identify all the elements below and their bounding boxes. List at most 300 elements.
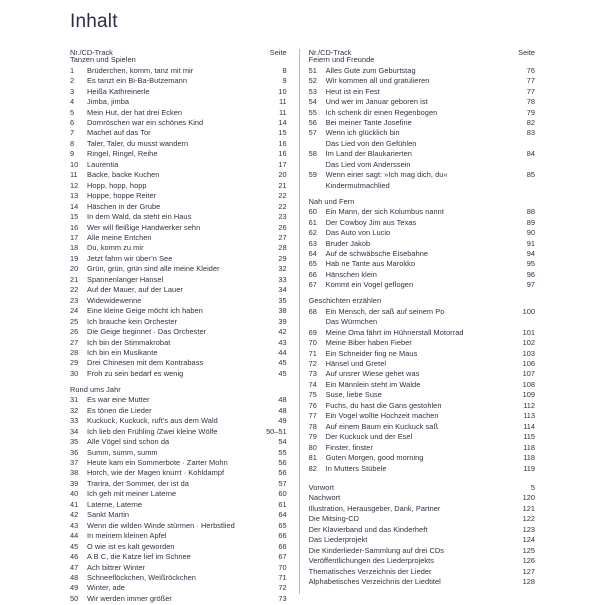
entry-page-number: 42 xyxy=(278,327,287,337)
entry-title: Ringel, Ringel, Reihe xyxy=(87,149,158,159)
entry-title: Wir kommen all und gratulieren xyxy=(325,76,430,86)
entry-title: Froh zu sein bedarf es wenig xyxy=(87,368,184,378)
entry-page-number: 101 xyxy=(522,327,535,337)
entry-title: Ich bin ein Musikante xyxy=(87,347,158,357)
entry-page-number: 124 xyxy=(522,535,535,545)
entry-number: 58 xyxy=(308,149,317,159)
entry-number: 76 xyxy=(308,400,317,410)
entry-number: 75 xyxy=(308,390,317,400)
entry-page-number: 5 xyxy=(530,482,535,492)
entry-page-number: 22 xyxy=(278,201,287,211)
entry-page-number: 11 xyxy=(278,97,287,107)
entry-title: Es tanzt ein Bi-Ba-Butzemann xyxy=(87,76,187,86)
entry-page-number: 49 xyxy=(278,416,287,426)
entry-title: Heut ist ein Fest xyxy=(325,86,380,96)
entry-title: Guten Morgen, good morning xyxy=(325,453,424,463)
entry-page-number: 9 xyxy=(282,76,287,86)
entry-page-number: 118 xyxy=(523,453,535,463)
toc-section-header xyxy=(70,380,287,396)
entry-title: Kindermutmachlied xyxy=(325,180,390,190)
entry-number: 16 xyxy=(70,222,79,232)
entry-title: Alle meine Entchen xyxy=(87,233,152,242)
entry-page-number: 83 xyxy=(526,128,535,138)
entry-title: Taler, Taler, du musst wandern xyxy=(87,138,189,148)
entry-page-number: 57 xyxy=(278,478,287,488)
entry-number: 71 xyxy=(308,348,317,358)
entry-title: Nachwort xyxy=(308,493,341,503)
entry-number: 40 xyxy=(70,489,79,499)
entry-number: 42 xyxy=(70,510,79,520)
entry-page-number: 72 xyxy=(278,583,287,593)
entry-page-number: 27 xyxy=(278,233,287,242)
entry-page-number: 60 xyxy=(278,489,287,499)
entry-title: Schneeflöckchen, Weißröckchen xyxy=(87,573,196,582)
entry-page-number: 91 xyxy=(526,238,535,248)
entry-title: Heute kam ein Sommerbote · Zarter Mohn xyxy=(87,458,228,468)
entry-number: 78 xyxy=(308,421,317,431)
entry-title: Ein Mann, der sich Kolumbus nannt xyxy=(325,207,444,217)
entry-page-number: 123 xyxy=(522,524,535,534)
entry-title: Heißa Kathreinerle xyxy=(87,86,150,96)
toc-body-right xyxy=(309,49,535,589)
entry-number: 21 xyxy=(70,274,79,284)
entry-title: Dornröschen war ein schönes Kind xyxy=(87,118,204,128)
entry-title: Ein Schneider fing ne Maus xyxy=(325,348,418,358)
entry-title: Das Würmchen xyxy=(325,317,378,327)
entry-page-number: 79 xyxy=(526,107,535,117)
entry-page-number: 55 xyxy=(278,447,287,457)
entry-title: Hänschen klein xyxy=(325,269,377,279)
entry-page-number: 119 xyxy=(523,463,535,473)
entry-title: Brüderchen, komm, tanz mit mir xyxy=(87,65,194,75)
entry-number: 35 xyxy=(70,437,79,447)
entry-number: 43 xyxy=(70,520,79,530)
entry-number: 29 xyxy=(70,358,79,368)
entry-page-number: 56 xyxy=(278,468,287,478)
entry-title: In Mutters Stübele xyxy=(325,463,387,473)
entry-title: Bei meiner Tante Josefine xyxy=(325,118,412,128)
entry-page-number: 113 xyxy=(523,411,535,421)
entry-number: 54 xyxy=(308,97,317,107)
entry-page-number: 73 xyxy=(278,593,287,603)
entry-number: 70 xyxy=(308,338,317,348)
column-header-track: Nr./CD-Track xyxy=(70,47,113,57)
entry-number: 77 xyxy=(308,411,317,421)
entry-title: Drei Chinesen mit dem Kontrabass xyxy=(87,358,204,368)
entry-page-number: 122 xyxy=(522,514,535,524)
entry-page-number: 45 xyxy=(278,368,287,378)
entry-page-number: 34 xyxy=(278,285,287,295)
toc-entry-row[interactable] xyxy=(309,229,535,239)
entry-title: Auf der Mauer, auf der Lauer xyxy=(87,285,183,295)
entry-number: 62 xyxy=(308,228,317,238)
entry-title: A B C, die Katze lief im Schnee xyxy=(87,552,191,562)
entry-page-number: 61 xyxy=(278,499,287,509)
entry-title: Laurentia xyxy=(87,159,119,169)
entry-number: 69 xyxy=(308,327,317,337)
entry-page-number: 28 xyxy=(278,243,287,253)
entry-number: 36 xyxy=(70,447,79,457)
entry-number: 7 xyxy=(70,128,75,138)
entry-page-number: 8 xyxy=(282,65,287,75)
entry-number: 68 xyxy=(308,306,317,316)
entry-page-number: 89 xyxy=(526,217,535,227)
entry-title: Der Klavierband und das Kinderheft xyxy=(308,524,428,534)
entry-page-number: 16 xyxy=(278,149,287,159)
toc-entry-row[interactable] xyxy=(309,465,535,475)
entry-page-number: 20 xyxy=(278,170,287,180)
entry-page-number: 109 xyxy=(522,390,535,400)
entry-number: 56 xyxy=(308,118,317,128)
entry-title: O wie ist es kalt geworden xyxy=(87,541,175,551)
toc-entry-row[interactable] xyxy=(70,328,287,338)
entry-page-number: 84 xyxy=(526,149,535,159)
column-header-page: Seite xyxy=(269,47,287,57)
entry-page-number: 10 xyxy=(278,86,287,96)
entry-number: 24 xyxy=(70,306,79,316)
entry-number: 73 xyxy=(308,369,317,379)
entry-number: 27 xyxy=(70,337,79,347)
entry-number: 66 xyxy=(308,269,317,279)
toc-table-right xyxy=(309,49,535,589)
entry-page-number: 106 xyxy=(522,358,535,368)
entry-page-number: 126 xyxy=(522,556,535,566)
entry-number: 64 xyxy=(308,248,317,258)
toc-entry-row[interactable] xyxy=(309,454,535,464)
entry-number: 57 xyxy=(308,128,317,138)
entry-page-number: 32 xyxy=(278,264,287,274)
entry-number: 82 xyxy=(308,463,317,473)
entry-page-number: 120 xyxy=(522,493,535,503)
entry-title: Im Land der Blaukarierten xyxy=(325,149,412,159)
entry-page-number: 29 xyxy=(278,253,287,263)
toc-column-left xyxy=(70,49,295,605)
entry-title: Horch, wie der Magen knurrt · Kohldampf xyxy=(87,468,225,478)
entry-number: 44 xyxy=(70,531,79,541)
entry-page-number: 38 xyxy=(278,306,287,316)
entry-title: Summ, summ, summ xyxy=(87,447,158,457)
entry-page-number: 115 xyxy=(523,432,535,442)
entry-page-number: 66 xyxy=(278,531,287,541)
entry-page-number: 50–51 xyxy=(266,426,287,436)
entry-title: Fuchs, du hast die Gans gestohlen xyxy=(325,400,442,410)
entry-page-number: 114 xyxy=(523,421,535,431)
entry-title: Ach bittrer Winter xyxy=(87,562,145,572)
entry-page-number: 56 xyxy=(278,458,287,468)
entry-page-number: 16 xyxy=(278,138,287,148)
entry-title: Und wer im Januar geboren ist xyxy=(325,97,428,107)
entry-title: Kommt ein Vogel geflogen xyxy=(325,280,414,290)
column-header-page: Seite xyxy=(518,47,535,57)
entry-page-number: 100 xyxy=(522,306,535,316)
entry-page-number: 39 xyxy=(278,316,287,326)
entry-page-number: 17 xyxy=(278,159,287,169)
entry-title: Jetzt fahrn wir über’n See xyxy=(87,253,173,263)
entry-number: 10 xyxy=(70,159,79,169)
entry-title: Ich schenk dir einen Regenbogen xyxy=(325,107,438,117)
entry-title: Thematisches Verzeichnis der Lieder xyxy=(308,566,432,576)
entry-number: 32 xyxy=(70,405,79,415)
toc-entry-row[interactable] xyxy=(70,553,287,563)
entry-title: Die Kinderlieder-Sammlung auf drei CDs xyxy=(308,545,445,555)
entry-page-number: 112 xyxy=(523,400,535,410)
entry-title: Hoppe, hoppe Reiter xyxy=(87,191,157,201)
entry-number: 11 xyxy=(70,170,78,180)
entry-title: Du, komm zu mir xyxy=(87,243,144,253)
entry-page-number: 23 xyxy=(278,212,287,222)
entry-number xyxy=(309,182,326,192)
toc-entry-row[interactable] xyxy=(70,370,287,380)
entry-number: 59 xyxy=(308,170,317,180)
entry-number: 5 xyxy=(70,107,75,117)
entry-title: Alle Vögel sind schon da xyxy=(87,437,170,447)
entry-title: Wir werden immer größer xyxy=(87,593,172,603)
entry-title: Hopp, hopp, hopp xyxy=(87,180,147,190)
entry-number: 33 xyxy=(70,416,79,426)
section-label: Tanzen und Spielen xyxy=(70,55,136,65)
entry-number: 67 xyxy=(308,280,317,290)
entry-number: 72 xyxy=(308,358,317,368)
entry-page-number: 76 xyxy=(526,65,535,75)
toc-entry-row[interactable] xyxy=(309,98,535,108)
entry-title: Es war eine Mutter xyxy=(87,395,150,405)
entry-number: 15 xyxy=(70,212,79,222)
toc-section-header xyxy=(309,292,535,308)
entry-title: Eine kleine Geige möcht ich haben xyxy=(87,306,203,316)
entry-title: Das Lied vom Anderssein xyxy=(325,159,411,169)
entry-title: Es tönen die Lieder xyxy=(87,405,152,415)
entry-title: In meinem kleinen Apfel xyxy=(87,531,167,541)
entry-number: 45 xyxy=(70,541,79,551)
entry-number: 2 xyxy=(70,76,75,86)
entry-page-number: 85 xyxy=(526,170,535,180)
entry-title: Ein Männlein steht im Walde xyxy=(325,379,421,389)
entry-number: 46 xyxy=(70,552,79,562)
entry-page-number: 96 xyxy=(526,269,535,279)
entry-page-number: 125 xyxy=(522,545,535,555)
entry-title: Widewidewenne xyxy=(87,295,142,305)
toc-columns xyxy=(70,49,535,605)
entry-number: 53 xyxy=(308,86,317,96)
entry-title: Veröffentlichungen des Liederprojekts xyxy=(308,556,435,566)
section-label: Feiern und Freunde xyxy=(308,55,375,65)
entry-title: Ich bin der Stimmakrobat xyxy=(87,337,171,347)
entry-number: 14 xyxy=(70,201,79,211)
toc-body-left xyxy=(70,49,287,605)
column-header-track: Nr./CD-Track xyxy=(308,47,352,57)
entry-title: Illustration, Herausgeber, Dank, Partner xyxy=(308,503,441,513)
toc-entry-row[interactable] xyxy=(70,438,287,448)
entry-title: Das Lied von den Gefühlen xyxy=(325,138,417,148)
entry-title: Bruder Jakob xyxy=(325,238,371,248)
entry-title: Die Geige beginnet · Das Orchester xyxy=(87,327,207,337)
toc-entry-row[interactable] xyxy=(309,182,535,192)
entry-page-number: 118 xyxy=(523,442,535,452)
entry-page-number: 71 xyxy=(278,573,287,582)
entry-title: Der Kuckuck und der Esel xyxy=(325,432,413,442)
entry-number: 19 xyxy=(70,253,79,263)
entry-number: 3 xyxy=(70,86,75,96)
entry-number: 61 xyxy=(308,217,317,227)
entry-title: Die Mitsing-CD xyxy=(308,514,360,524)
entry-number: 6 xyxy=(70,118,75,128)
section-label: Geschichten erzählen xyxy=(308,296,382,306)
entry-page-number xyxy=(505,182,535,192)
entry-title: Sankt Martin xyxy=(87,510,130,520)
entry-number: 55 xyxy=(308,107,317,117)
entry-number: 81 xyxy=(308,453,317,463)
entry-page-number: 78 xyxy=(526,97,535,107)
entry-title: Hänsel und Gretel xyxy=(325,358,387,368)
entry-page-number: 121 xyxy=(522,503,535,513)
entry-number: 18 xyxy=(70,243,79,253)
toc-section-header xyxy=(309,192,535,208)
entry-number: 50 xyxy=(70,593,79,603)
entry-title: Der Cowboy Jim aus Texas xyxy=(325,217,417,227)
entry-number: 37 xyxy=(70,458,79,468)
toc-extra-row[interactable] xyxy=(309,578,535,588)
entry-title: Auf unsrer Wiese gehet was xyxy=(325,369,420,379)
toc-table-left xyxy=(70,49,287,605)
entry-title: Meine Oma fährt im Hühnerstall Motorrad xyxy=(325,327,464,337)
entry-page-number: 103 xyxy=(522,348,535,358)
entry-number: 13 xyxy=(70,191,79,201)
entry-page-number: 48 xyxy=(278,395,287,405)
entry-page-number: 11 xyxy=(278,107,287,117)
entry-number: 38 xyxy=(70,468,79,478)
entry-title: Mein Hut, der hat drei Ecken xyxy=(87,107,183,117)
entry-page-number: 65 xyxy=(278,520,287,530)
entry-number: 20 xyxy=(70,264,79,274)
toc-entry-row[interactable] xyxy=(70,213,287,223)
entry-page-number: 14 xyxy=(278,118,287,128)
entry-title: Ein Mensch, der saß auf seinem Po xyxy=(325,306,445,316)
entry-page-number: 127 xyxy=(522,566,535,576)
entry-page-number: 67 xyxy=(278,552,287,562)
toc-entry-row[interactable] xyxy=(309,281,535,291)
entry-title: Wenn die wilden Winde stürmen · Herbstlied xyxy=(87,520,235,530)
entry-number: 51 xyxy=(308,65,317,75)
entry-title: Wer will fleißige Handwerker sehn xyxy=(87,222,201,232)
entry-title: In dem Wald, da steht ein Haus xyxy=(87,212,192,222)
entry-page-number: 43 xyxy=(278,337,287,347)
entry-page-number: 108 xyxy=(522,379,535,389)
toc-extra-row[interactable] xyxy=(309,475,535,494)
toc-column-right xyxy=(295,49,535,589)
entry-number: 63 xyxy=(308,238,317,248)
entry-title: Kuckuck, Kuckuck, ruft’s aus dem Wald xyxy=(87,416,218,426)
entry-title: Finster, finster xyxy=(325,442,373,452)
entry-number: 48 xyxy=(70,573,79,582)
entry-number: 9 xyxy=(70,149,75,159)
entry-page-number: 107 xyxy=(522,369,535,379)
entry-number: 80 xyxy=(308,442,317,452)
entry-title: Das Auto von Lucio xyxy=(325,228,391,238)
entry-title: Häschen in der Grube xyxy=(87,201,161,211)
entry-number: 79 xyxy=(308,432,317,442)
entry-number: 52 xyxy=(308,76,317,86)
entry-page-number: 45 xyxy=(278,358,287,368)
entry-title: Machet auf das Tor xyxy=(87,128,151,138)
entry-page-number: 33 xyxy=(278,274,287,284)
entry-title: Winter, ade xyxy=(87,583,125,593)
entry-title: Spannenlanger Hansel xyxy=(87,274,164,284)
entry-page-number: 90 xyxy=(526,228,535,238)
entry-title: Hab ne Tante aus Marokko xyxy=(325,259,416,269)
entry-page-number: 66 xyxy=(278,541,287,551)
entry-title: Suse, liebe Suse xyxy=(325,390,382,400)
entry-number: 41 xyxy=(70,499,79,509)
entry-page-number: 88 xyxy=(526,207,535,217)
entry-page-number: 26 xyxy=(278,222,287,232)
entry-number: 47 xyxy=(70,562,79,572)
entry-number: 65 xyxy=(308,259,317,269)
toc-entry-row[interactable] xyxy=(309,339,535,349)
entry-title: Ich geh mit meiner Laterne xyxy=(87,489,177,499)
entry-page-number: 44 xyxy=(278,347,287,357)
entry-title: Grün, grün, grün sind alle meine Kleider xyxy=(87,264,220,274)
entry-title: Backe, backe Kuchen xyxy=(87,170,160,180)
entry-number: 30 xyxy=(70,368,79,378)
entry-number: 49 xyxy=(70,583,79,593)
entry-number: 26 xyxy=(70,327,79,337)
entry-page-number: 97 xyxy=(526,280,535,290)
entry-page-number: 94 xyxy=(526,248,535,258)
entry-title: Meine Biber haben Fieber xyxy=(325,338,412,348)
entry-page-number: 77 xyxy=(526,76,535,86)
entry-title: Trarira, der Sommer, der ist da xyxy=(87,478,189,488)
entry-number: 4 xyxy=(70,97,75,107)
entry-number: 60 xyxy=(308,207,317,217)
section-label: Nah und Fern xyxy=(308,196,355,206)
entry-page-number: 22 xyxy=(278,191,287,201)
entry-page-number: 54 xyxy=(278,437,287,447)
entry-title: Auf de schwäbsche Eisebahne xyxy=(325,248,429,258)
entry-number: 22 xyxy=(70,285,79,295)
entry-number: 28 xyxy=(70,347,79,357)
entry-page-number: 82 xyxy=(526,118,535,128)
entry-number: 1 xyxy=(70,65,75,75)
entry-title: Wenn ich glücklich bin xyxy=(325,128,400,138)
page-title: Inhalt xyxy=(70,11,118,32)
entry-page-number: 21 xyxy=(278,180,287,190)
entry-title: Alphabetisches Verzeichnis der Liedtitel xyxy=(308,577,441,587)
entry-page-number: 64 xyxy=(278,510,287,520)
entry-number: 74 xyxy=(308,379,317,389)
entry-title: Ich brauche kein Orchester xyxy=(87,316,178,326)
entry-title: Jimba, jimba xyxy=(87,97,130,107)
toc-entry-row[interactable] xyxy=(70,98,287,108)
entry-number: 31 xyxy=(70,395,79,405)
entry-page-number: 70 xyxy=(278,562,287,572)
entry-page-number: 77 xyxy=(526,86,535,96)
entry-page-number: 35 xyxy=(278,295,287,305)
entry-page-number: 95 xyxy=(526,259,535,269)
entry-page-number: 102 xyxy=(522,338,535,348)
entry-title: Ich lieb den Frühling /Zwei kleine Wölfe xyxy=(87,426,218,436)
entry-number: 17 xyxy=(70,233,79,242)
entry-title: Ein Vogel wollte Hochzeit machen xyxy=(325,411,439,421)
entry-number: 25 xyxy=(70,316,79,326)
entry-number: 8 xyxy=(70,138,75,148)
entry-number: 12 xyxy=(70,180,79,190)
entry-title: Wenn einer sagt: »Ich mag dich, du« xyxy=(325,170,448,180)
entry-page-number: 15 xyxy=(278,128,287,138)
entry-page-number: 48 xyxy=(278,405,287,415)
section-label: Rund ums Jahr xyxy=(70,384,121,394)
entry-title: Laterne, Laterne xyxy=(87,499,143,509)
entry-title: Vorwort xyxy=(308,482,335,492)
